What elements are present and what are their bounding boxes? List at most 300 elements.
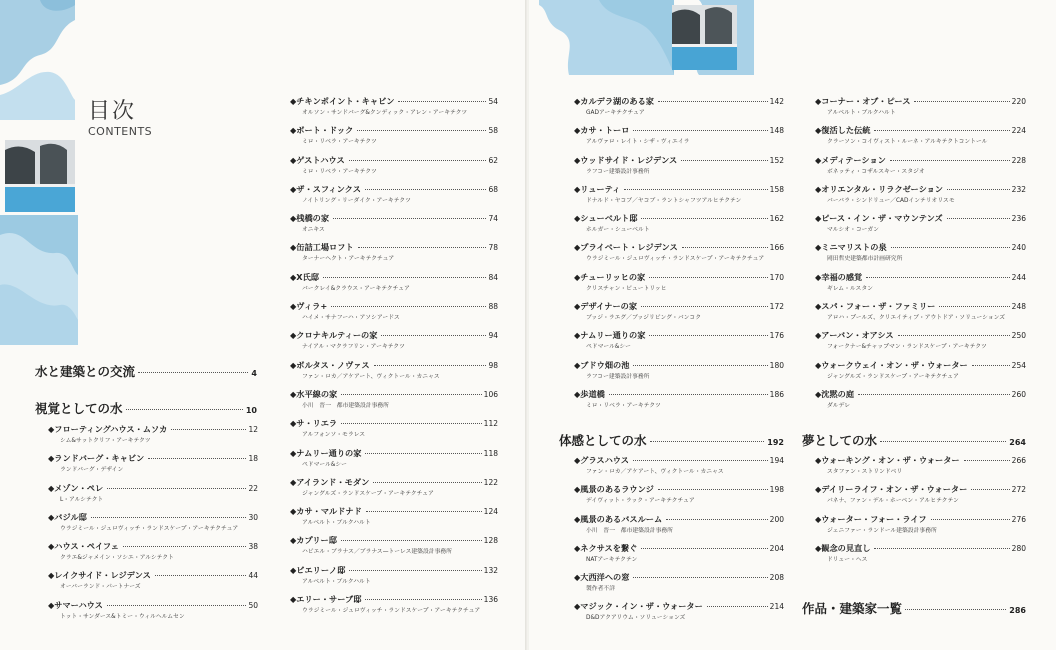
section-page: 10 <box>245 406 257 415</box>
dot-leader <box>91 517 247 518</box>
toc-entry[interactable] <box>574 601 784 630</box>
entry-architect: アルベルト・ブルクハルト <box>302 578 371 585</box>
dot-leader <box>641 306 768 307</box>
entry-architect: ペドマール&シー <box>302 461 347 468</box>
dot-leader <box>331 306 486 307</box>
dot-leader <box>931 519 1010 520</box>
entry-line <box>48 570 258 581</box>
dot-leader <box>323 277 486 278</box>
toc-entry[interactable] <box>48 600 258 629</box>
title-english: CONTENTS <box>88 125 153 138</box>
entry-title: ◆カサ・マルドナド <box>290 506 362 517</box>
entry-page-number: 176 <box>769 331 784 341</box>
left-page <box>0 0 527 650</box>
entry-page-number: 44 <box>248 571 258 581</box>
entry-line <box>290 448 498 459</box>
entry-page-number: 12 <box>248 425 258 434</box>
entry-architect: オルソン・サンドバーグ&クンディック・アレン・アーキテクツ <box>302 110 468 116</box>
toc-title <box>88 100 152 138</box>
entry-line <box>815 330 1026 341</box>
entry-architect: ボネッティ・コザルスキー・スタジオ <box>827 168 925 175</box>
dot-leader <box>666 519 768 520</box>
dot-leader <box>880 441 1006 442</box>
entry-line <box>815 272 1026 283</box>
entry-title: ◆メディテーション <box>815 154 886 165</box>
entry-title: ◆ナムリー通りの家 <box>574 330 646 341</box>
entry-page-number: 38 <box>248 542 258 552</box>
entry-title: ◆X氏邸 <box>290 271 319 282</box>
toc-entry[interactable] <box>574 125 784 154</box>
entry-page-number: 54 <box>488 97 498 106</box>
dot-leader <box>641 218 767 219</box>
toc-entry[interactable] <box>48 483 258 512</box>
dot-leader <box>914 101 1009 102</box>
entry-page-number: 254 <box>1011 360 1026 370</box>
toc-entry[interactable] <box>815 455 1026 484</box>
entry-title: ◆コーナー・オブ・ピース <box>815 96 911 106</box>
entry-architect: クラーソン・コイヴィスト・ルーネ・アルキテクトコントール <box>827 139 988 146</box>
entry-page-number: 260 <box>1011 389 1026 399</box>
dot-leader <box>971 489 1009 490</box>
toc-entry[interactable] <box>290 594 498 623</box>
toc-entry[interactable] <box>290 155 498 184</box>
entry-line <box>574 330 784 341</box>
entry-title: ◆プライベート・レジデンス <box>574 242 678 253</box>
toc-entry[interactable] <box>574 184 784 213</box>
entry-title: ◆エリー・サーブ邸 <box>290 594 362 605</box>
entry-line <box>815 96 1026 107</box>
entry-architect: ブッジ・ラエグ／ブッジリビング・バンコク <box>586 315 702 322</box>
entry-line <box>815 484 1026 495</box>
toc-entry[interactable] <box>290 213 498 242</box>
entry-title: ◆サマーハウス <box>48 599 103 610</box>
toc-entry[interactable] <box>815 125 1026 154</box>
dot-leader <box>373 482 481 483</box>
entry-line <box>290 96 498 107</box>
entry-architect: ドリュー・ヘス <box>827 556 868 563</box>
entry-page-number: 132 <box>483 565 498 575</box>
entry-architect: 小川 晋一 都市建築設計事務所 <box>586 527 673 534</box>
entry-line <box>574 455 784 466</box>
section-heading[interactable] <box>802 599 1026 617</box>
entry-architect: ミロ・リベラ・アーキテクツ <box>586 402 661 409</box>
toc-column-4b <box>815 455 1026 572</box>
dot-leader <box>649 277 767 278</box>
entry-page-number: 30 <box>248 512 258 522</box>
entry-page-number: 136 <box>483 595 498 605</box>
entry-line <box>574 213 784 224</box>
dot-leader <box>633 130 767 131</box>
entry-architect: アルベルト・ブルクハルト <box>827 110 896 116</box>
toc-entry[interactable] <box>815 96 1026 125</box>
section-heading[interactable] <box>559 431 784 449</box>
entry-title: ◆アイランド・モダン <box>290 476 370 487</box>
entry-architect: ファン・ロカ／アケアート、ヴィクトール・カニャス <box>302 373 440 380</box>
entry-line <box>290 565 498 576</box>
toc-entry[interactable] <box>290 477 498 506</box>
entry-page-number: 266 <box>1011 456 1026 465</box>
entry-page-number: 112 <box>483 419 498 429</box>
entry-line <box>815 360 1026 371</box>
entry-title: ◆バジル邸 <box>48 511 87 522</box>
entry-title: ◆カプリー邸 <box>290 535 337 546</box>
toc-entry[interactable] <box>290 506 498 535</box>
entry-page-number: 62 <box>488 155 498 165</box>
dot-leader <box>658 101 768 102</box>
entry-architect: スタファン・ストリンドベリ <box>827 469 903 475</box>
toc-entry[interactable] <box>574 360 784 389</box>
entry-title: ◆デザイナーの家 <box>574 301 638 312</box>
entry-architect: ランドバーグ・デザイン <box>60 467 124 474</box>
entry-architect: マルシオ・コーガン <box>827 227 879 234</box>
section-title: 夢としての水 <box>802 433 878 448</box>
dot-leader <box>341 423 482 424</box>
dot-leader <box>126 409 243 410</box>
entry-line <box>48 600 258 611</box>
toc-entry[interactable] <box>815 213 1026 242</box>
entry-page-number: 166 <box>769 243 784 253</box>
dot-leader <box>707 606 768 607</box>
entry-title: ◆オリエンタル・リラクゼーション <box>815 183 943 194</box>
entry-line <box>815 389 1026 400</box>
dot-leader <box>681 160 767 161</box>
entry-page-number: 148 <box>769 126 784 136</box>
entry-line <box>574 543 784 554</box>
entry-line <box>48 483 258 494</box>
entry-line <box>574 301 784 312</box>
toc-entry[interactable] <box>574 572 784 601</box>
entry-page-number: 152 <box>769 155 784 165</box>
toc-entry[interactable] <box>815 543 1026 572</box>
section-heading[interactable] <box>802 431 1026 449</box>
toc-entry[interactable] <box>574 242 784 271</box>
entry-title: ◆マジック・イン・ザ・ウォーター <box>574 601 703 612</box>
entry-architect: NATアーキテクテン <box>586 556 638 563</box>
entry-title: ◆ウッドサイド・レジデンス <box>574 154 678 165</box>
dot-leader <box>138 372 248 373</box>
dot-leader <box>633 460 768 461</box>
entry-line <box>290 477 498 488</box>
toc-entry[interactable] <box>290 96 498 125</box>
entry-line <box>574 155 784 166</box>
toc-entry[interactable] <box>290 242 498 271</box>
section-title: 作品・建築家一覧 <box>802 601 903 616</box>
entry-page-number: 18 <box>248 454 258 464</box>
toc-entry[interactable] <box>574 272 784 301</box>
section-page: 192 <box>767 438 784 447</box>
toc-entry[interactable] <box>290 389 498 418</box>
toc-entry[interactable] <box>290 360 498 389</box>
toc-entry[interactable] <box>574 301 784 330</box>
section-heading[interactable] <box>35 399 257 417</box>
entry-page-number: 172 <box>769 302 784 312</box>
water-wave-decoration-top <box>0 0 75 120</box>
entry-title: ◆ランドバーグ・キャビン <box>48 453 145 464</box>
toc-entry[interactable] <box>815 184 1026 213</box>
entry-title: ◆ミニマリストの泉 <box>815 242 887 253</box>
right-page <box>529 0 1056 650</box>
dot-leader <box>633 577 767 578</box>
dot-leader <box>891 247 1010 248</box>
entry-line <box>290 506 498 517</box>
entry-line <box>290 594 498 605</box>
dot-leader <box>148 458 246 459</box>
entry-line <box>290 272 498 283</box>
entry-title: ◆ビエリーノ邸 <box>290 564 346 575</box>
entry-title: ◆ネクサスを繋ぐ <box>574 542 638 553</box>
toc-entry[interactable] <box>290 330 498 359</box>
entry-title: ◆大西洋への窓 <box>574 572 630 583</box>
entry-page-number: 200 <box>769 514 784 524</box>
dot-leader <box>365 453 481 454</box>
section-heading[interactable] <box>35 362 257 380</box>
entry-architect: デイヴィット・ラック・アーキテクチュア <box>586 498 695 505</box>
entry-page-number: 272 <box>1011 485 1026 495</box>
entry-line <box>815 301 1026 312</box>
section-title: 体感としての水 <box>559 433 647 448</box>
entry-architect: 小川 晋一 都市建築設計事務所 <box>302 402 389 409</box>
dot-leader <box>349 160 487 161</box>
dot-leader <box>650 441 765 442</box>
entry-title: ◆ブドウ畑の池 <box>574 359 630 370</box>
dot-leader <box>123 546 247 547</box>
entry-title: ◆グラスハウス <box>574 455 629 465</box>
entry-line <box>815 242 1026 253</box>
toc-entry[interactable] <box>48 424 258 453</box>
dot-leader <box>898 335 1010 336</box>
entry-architect: ハイメ・サナフーハ・アソシアードス <box>302 315 400 322</box>
entry-line <box>290 330 498 341</box>
entry-architect: ジャングルズ・ランドスケープ・アーキテクチュア <box>302 490 434 497</box>
dot-leader <box>357 130 486 131</box>
entry-page-number: 106 <box>483 389 498 399</box>
entry-page-number: 244 <box>1011 272 1026 282</box>
toc-entry[interactable] <box>574 96 784 125</box>
entry-line <box>290 184 498 195</box>
entry-title: ◆ナムリー通りの家 <box>290 447 362 458</box>
entry-page-number: 94 <box>488 331 498 341</box>
toc-column-2 <box>290 96 498 623</box>
entry-architect: アルフォンソ・モラレス <box>302 432 366 439</box>
dot-leader <box>107 605 247 606</box>
entry-page-number: 124 <box>483 507 498 517</box>
dot-leader <box>333 218 486 219</box>
entry-title: ◆ウォーター・フォー・ライフ <box>815 513 927 524</box>
entry-architect: オニキス <box>302 227 325 234</box>
entry-line <box>574 514 784 525</box>
entry-title: ◆フローティングハウス・ムソカ <box>48 424 168 434</box>
entry-title: ◆スパ・フォー・ザ・ファミリー <box>815 301 936 312</box>
entry-architect: ペドマール&シー <box>586 344 631 351</box>
entry-page-number: 122 <box>483 477 498 487</box>
entry-title: ◆缶詰工場ロフト <box>290 242 354 253</box>
entry-page-number: 228 <box>1011 155 1026 165</box>
entry-architect: ホルガー・シューベルト <box>586 227 650 234</box>
entry-architect: ノイトリング・リーダイク・アーキテクツ <box>302 197 411 204</box>
toc-entry[interactable] <box>815 484 1026 513</box>
dot-leader <box>905 609 1006 610</box>
entry-page-number: 98 <box>488 360 498 370</box>
toc-entry[interactable] <box>815 514 1026 543</box>
entry-architect: クラエ&ジャメイン・ソシエ・アルシテクト <box>60 555 174 562</box>
entry-title: ◆幸福の感覚 <box>815 271 863 282</box>
entry-page-number: 58 <box>488 126 498 136</box>
section-page: 264 <box>1009 438 1026 447</box>
toc-entry[interactable] <box>574 543 784 572</box>
dot-leader <box>972 365 1010 366</box>
entry-page-number: 280 <box>1011 543 1026 553</box>
entry-line <box>48 424 258 435</box>
entry-line <box>290 242 498 253</box>
dot-leader <box>658 489 768 490</box>
entry-page-number: 68 <box>488 184 498 194</box>
entry-architect: ハビエル・ブラナス／ブラナス—トーレス建築設計事務所 <box>302 549 452 556</box>
entry-line <box>290 125 498 136</box>
entry-title: ◆リューティ <box>574 183 621 194</box>
entry-title: ◆ボルタス・ノヴァス <box>290 359 370 370</box>
entry-architect: ウラジミール・ジュロヴィッチ・ランドスケープ・アーキテクチュア <box>302 608 481 615</box>
toc-entry[interactable] <box>815 242 1026 271</box>
entry-page-number: 248 <box>1011 302 1026 312</box>
toc-entry[interactable] <box>815 360 1026 389</box>
entry-line <box>48 541 258 552</box>
entry-architect: GADアーキテクチュア <box>586 110 645 116</box>
toc-entry[interactable] <box>574 514 784 543</box>
toc-entry[interactable] <box>574 455 784 484</box>
section-page: 286 <box>1009 606 1026 615</box>
toc-entry[interactable] <box>290 272 498 301</box>
dot-leader <box>107 488 246 489</box>
dot-leader <box>398 101 486 102</box>
entry-page-number: 180 <box>769 360 784 370</box>
entry-architect: シム&サットクリフ・アーキテクツ <box>60 438 151 444</box>
toc-entry[interactable] <box>815 389 1026 418</box>
pool-photo-right <box>672 5 737 70</box>
entry-page-number: 88 <box>488 302 498 312</box>
dot-leader <box>682 247 768 248</box>
section-title: 視覚としての水 <box>35 401 123 416</box>
toc-entry[interactable] <box>290 184 498 213</box>
entry-page-number: 84 <box>488 272 498 282</box>
entry-title: ◆シューベルト邸 <box>574 213 638 224</box>
entry-line <box>815 184 1026 195</box>
entry-page-number: 208 <box>769 573 784 583</box>
entry-title: ◆デイリーライフ・オン・ザ・ウォーター <box>815 484 968 495</box>
entry-architect: オーバーランド・パートナーズ <box>60 584 141 591</box>
entry-architect: ナイアル・マクラフリン・アーキテクツ <box>302 344 405 351</box>
dot-leader <box>365 599 481 600</box>
entry-page-number: 224 <box>1011 126 1026 136</box>
dot-leader <box>939 306 1009 307</box>
entry-architect: アロハ・プールズ、クリエイティブ・アウトドア・ソリューションズ <box>827 315 1006 322</box>
entry-line <box>48 453 258 464</box>
entry-page-number: 170 <box>769 272 784 282</box>
entry-line <box>574 572 784 583</box>
toc-entry[interactable] <box>290 448 498 477</box>
entry-title: ◆ザ・スフィンクス <box>290 183 361 194</box>
entry-architect: ファン・ロカ／アケアート、ヴィクトール・カニャス <box>586 469 724 475</box>
entry-page-number: 158 <box>769 184 784 194</box>
entry-line <box>290 213 498 224</box>
toc-entry[interactable] <box>815 155 1026 184</box>
dot-leader <box>366 511 482 512</box>
toc-column-3 <box>574 96 784 418</box>
toc-entry[interactable] <box>48 570 258 599</box>
entry-title: ◆ボート・ドック <box>290 125 354 136</box>
pool-photo <box>5 140 75 212</box>
dot-leader <box>874 130 1009 131</box>
entry-title: ◆ゲストハウス <box>290 154 345 165</box>
entry-architect: 製作者不詳 <box>586 586 615 593</box>
entry-architect: ターナーヘクト・アーキテクチュア <box>302 256 395 263</box>
dot-leader <box>609 394 768 395</box>
dot-leader <box>365 189 487 190</box>
toc-entry[interactable] <box>574 389 784 418</box>
entry-architect: D&Dアクアリウム・ソリューションズ <box>586 615 686 622</box>
toc-entry[interactable] <box>574 213 784 242</box>
toc-column-3b <box>574 455 784 631</box>
toc-entry[interactable] <box>290 125 498 154</box>
entry-architect: バーバラ・シンドリュー／CADインテリオリスモ <box>827 197 955 204</box>
toc-entry[interactable] <box>290 535 498 564</box>
toc-entry[interactable] <box>574 330 784 359</box>
toc-entry[interactable] <box>48 453 258 482</box>
entry-title: ◆メゾン・ペレ <box>48 482 104 493</box>
toc-entry[interactable] <box>574 484 784 513</box>
toc-entry[interactable] <box>574 155 784 184</box>
entry-page-number: 214 <box>769 602 784 612</box>
toc-entry[interactable] <box>815 301 1026 330</box>
entry-line <box>290 360 498 371</box>
dot-leader <box>171 429 246 430</box>
entry-title: ◆チキンポイント・キャビン <box>290 96 395 106</box>
toc-entry[interactable] <box>290 565 498 594</box>
entry-page-number: 194 <box>769 456 784 465</box>
entry-architect: ダルデレ <box>827 402 851 409</box>
toc-entry[interactable] <box>48 541 258 570</box>
entry-page-number: 204 <box>769 543 784 553</box>
entry-title: ◆観念の見直し <box>815 542 871 553</box>
entry-page-number: 186 <box>769 389 784 399</box>
entry-line <box>815 543 1026 554</box>
entry-architect: アルベルト・ブルクハルト <box>302 520 371 527</box>
entry-page-number: 236 <box>1011 214 1026 224</box>
dot-leader <box>947 218 1010 219</box>
entry-page-number: 74 <box>488 214 498 224</box>
dot-leader <box>947 189 1010 190</box>
toc-entry[interactable] <box>48 512 258 541</box>
toc-entry[interactable] <box>815 272 1026 301</box>
toc-entry[interactable] <box>290 418 498 447</box>
dot-leader <box>874 548 1009 549</box>
dot-leader <box>341 540 482 541</box>
entry-title: ◆レイクサイド・レジデンス <box>48 570 151 581</box>
section-page: 4 <box>251 369 257 378</box>
toc-column-4 <box>815 96 1026 418</box>
entry-architect: パネナ、ファン・デル・ホーベン・アルヒテクテン <box>827 498 959 505</box>
entry-title: ◆水平線の家 <box>290 388 338 399</box>
title-japanese: 目次 <box>88 99 137 124</box>
entry-title: ◆桟橋の家 <box>290 213 330 224</box>
dot-leader <box>374 365 487 366</box>
entry-line <box>815 155 1026 166</box>
water-wave-decoration-bottom <box>0 215 78 345</box>
dot-leader <box>341 394 481 395</box>
toc-entry[interactable] <box>290 301 498 330</box>
toc-entry[interactable] <box>815 330 1026 359</box>
entry-title: ◆風景のあるバスルーム <box>574 513 663 524</box>
entry-title: ◆ヴィラ+ <box>290 301 328 312</box>
